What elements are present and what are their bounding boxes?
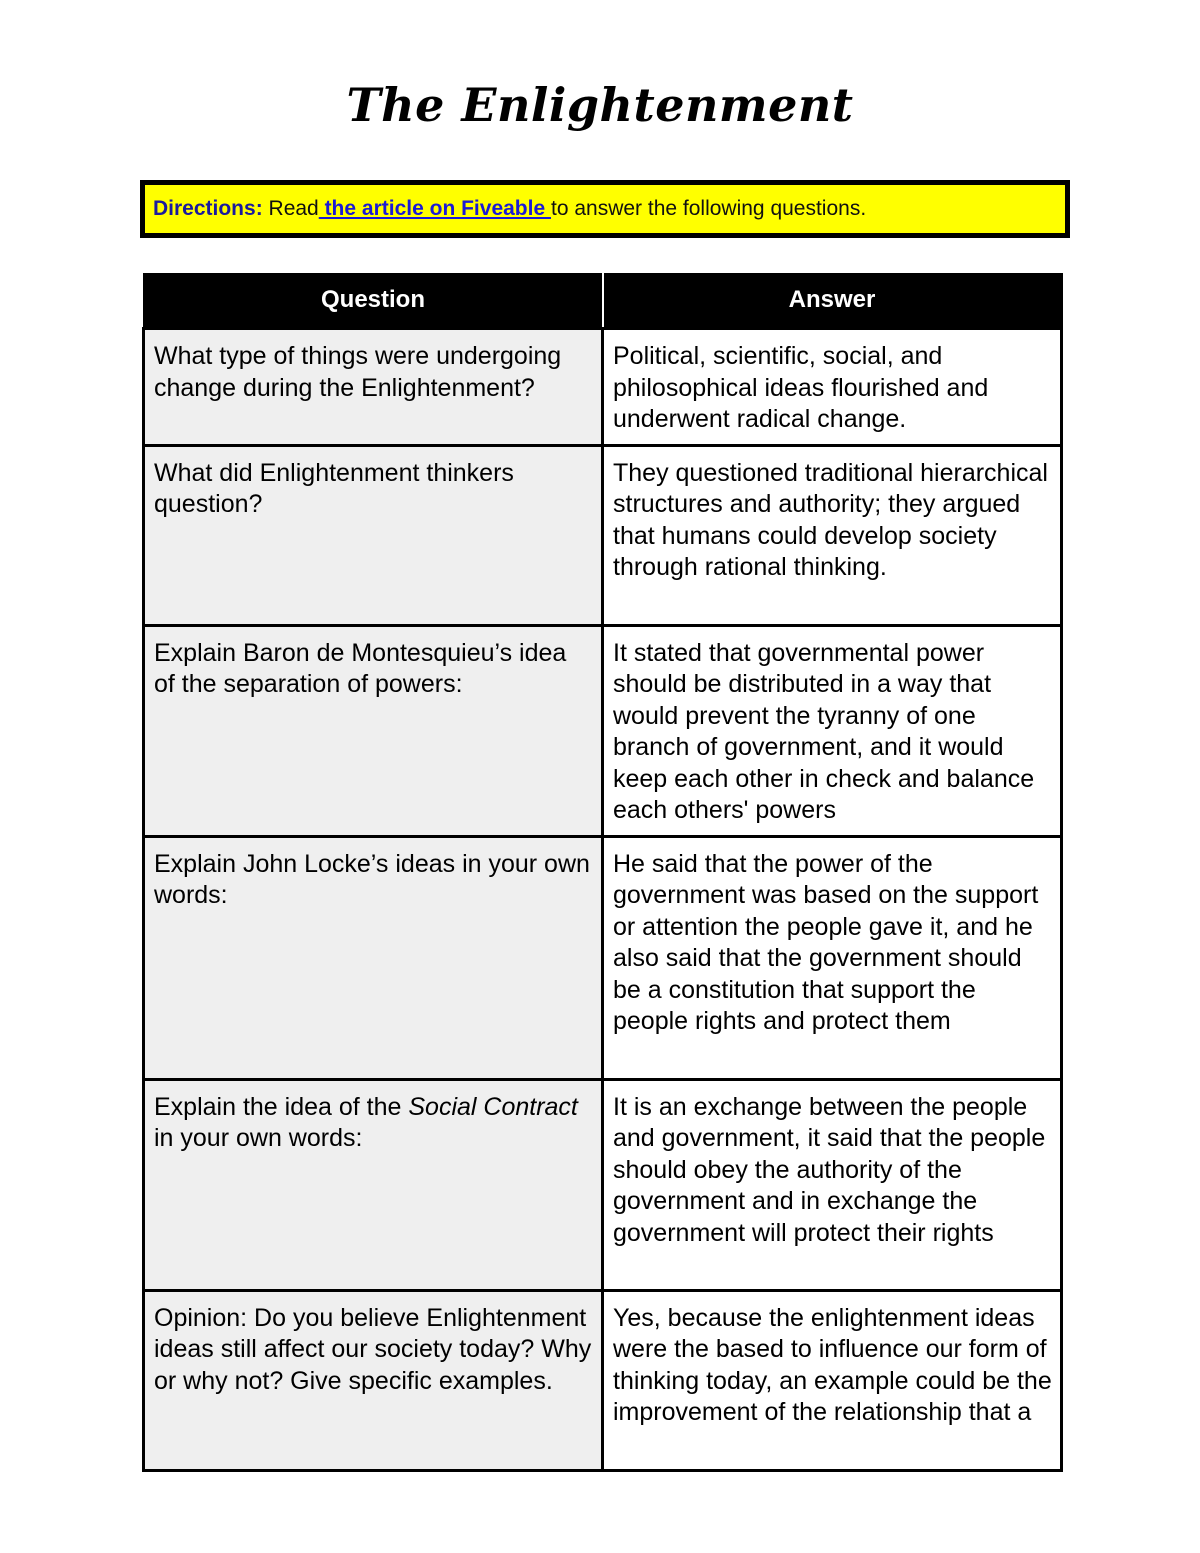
question-cell: Explain Baron de Montesquieu’s idea of the separation of powers: <box>144 625 603 836</box>
directions-pre-text: Read <box>262 197 319 220</box>
question-cell <box>144 1079 603 1290</box>
table-row <box>144 836 1062 1079</box>
table-row <box>144 1290 1062 1470</box>
directions-box <box>140 180 1070 238</box>
table-header-row <box>144 273 1062 329</box>
fiveable-article-link[interactable]: the article on Fiveable <box>318 197 551 220</box>
table-row <box>144 445 1062 625</box>
answer-cell: It stated that governmental power should be distributed in a way that would prevent the tyranny of one branch of government, and it would keep each other in check and balance each others' powers <box>603 625 1062 836</box>
answer-column-header: Answer <box>603 273 1062 329</box>
table-row <box>144 1079 1062 1290</box>
question-text: Explain the idea of the <box>154 1092 409 1121</box>
question-cell: What type of things were undergoing change during the Enlightenment? <box>144 329 603 446</box>
question-cell: What did Enlightenment thinkers question? <box>144 445 603 625</box>
page-title: The Enlightenment <box>346 78 854 132</box>
answer-cell: He said that the power of the government was based on the support or attention the people gave it, and he also said that the government should be a constitution that support the people rights and protect them <box>603 836 1062 1079</box>
table-row <box>144 329 1062 446</box>
question-text: in your own words: <box>154 1124 363 1152</box>
question-column-header: Question <box>144 273 603 329</box>
directions-label: Directions: <box>153 197 263 220</box>
directions-post-text: to answer the following questions. <box>550 197 867 220</box>
answer-cell: Yes, because the enlightenment ideas were the based to influence our form of thinking today, an example could be the improvement of the relationship that a <box>603 1290 1062 1470</box>
question-cell: Explain John Locke’s ideas in your own words: <box>144 836 603 1079</box>
question-answer-table <box>142 273 1063 1472</box>
answer-cell: Political, scientific, social, and philosophical ideas flourished and underwent radical change. <box>603 329 1062 446</box>
question-emphasis: Social Contract <box>408 1092 578 1121</box>
question-cell: Opinion: Do you believe Enlightenment ideas still affect our society today? Why or why not? Give specific examples. <box>144 1290 603 1470</box>
answer-cell: It is an exchange between the people and government, it said that the people should obey the authority of the government and in exchange the government will protect their rights <box>603 1079 1062 1290</box>
answer-cell: They questioned traditional hierarchical structures and authority; they argued that humans could develop society through rational thinking. <box>603 445 1062 625</box>
table-row <box>144 625 1062 836</box>
